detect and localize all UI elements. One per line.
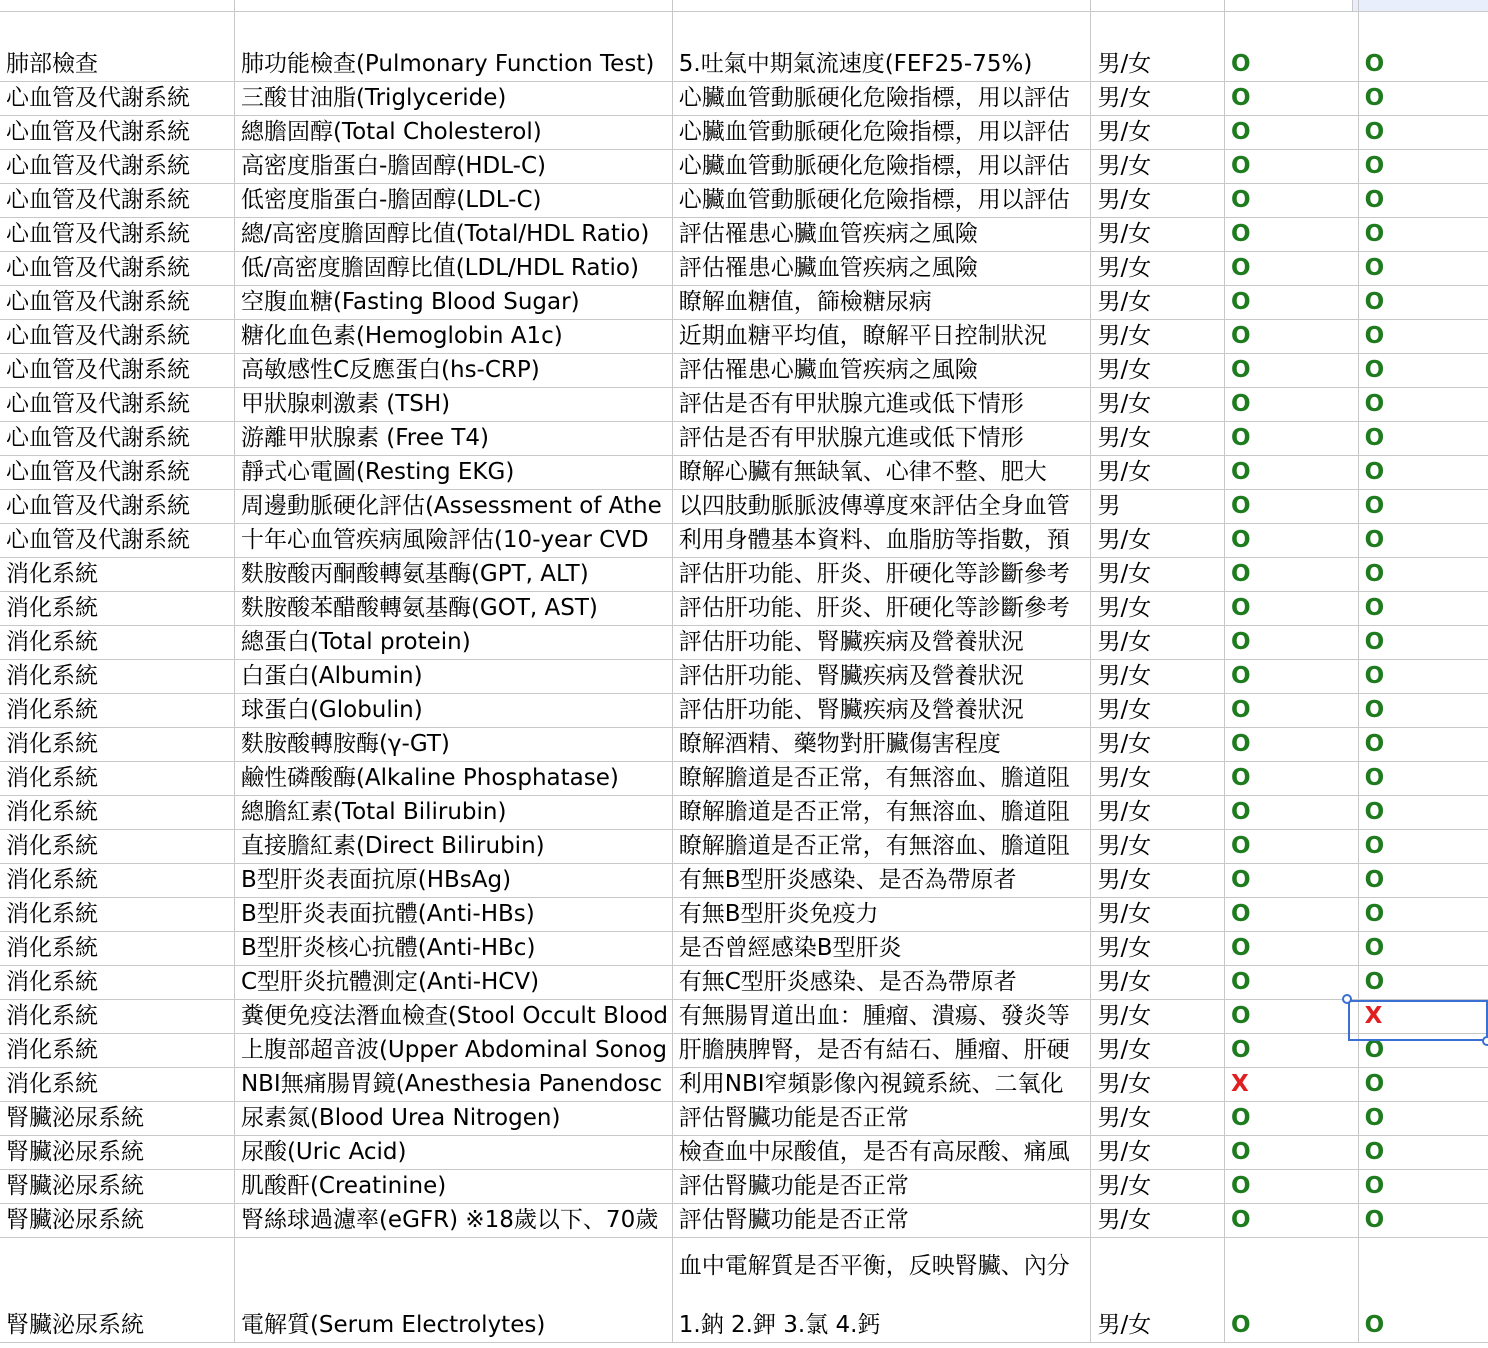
plan1-mark-cell[interactable]: O bbox=[1225, 796, 1359, 830]
gender-cell[interactable]: 男/女 bbox=[1091, 12, 1225, 82]
plan1-mark-cell[interactable]: O bbox=[1225, 728, 1359, 762]
system-cell[interactable]: 心血管及代謝系統 bbox=[0, 524, 234, 558]
table-row bbox=[0, 796, 1488, 830]
plan2-mark-cell[interactable]: O bbox=[1358, 252, 1488, 286]
plan2-mark-cell[interactable]: O bbox=[1358, 524, 1488, 558]
plan1-mark-cell[interactable]: O bbox=[1225, 12, 1359, 82]
plan1-mark-cell[interactable]: O bbox=[1225, 660, 1359, 694]
description-cell[interactable]: 評估是否有甲狀腺亢進或低下情形 bbox=[672, 422, 1091, 456]
plan1-mark-cell[interactable]: O bbox=[1225, 1102, 1359, 1136]
gender-cell[interactable]: 男/女 bbox=[1091, 456, 1225, 490]
item-cell[interactable]: 周邊動脈硬化評估(Assessment of Athe bbox=[234, 490, 672, 524]
item-cell[interactable]: 總蛋白(Total protein) bbox=[234, 626, 672, 660]
item-cell[interactable]: B型肝炎表面抗原(HBsAg) bbox=[234, 864, 672, 898]
gender-cell[interactable]: 男/女 bbox=[1091, 218, 1225, 252]
table-row bbox=[0, 728, 1488, 762]
system-cell[interactable]: 肺部檢查 bbox=[0, 12, 234, 82]
gender-cell[interactable]: 男/女 bbox=[1091, 82, 1225, 116]
table-row bbox=[0, 218, 1488, 252]
table-row bbox=[0, 1170, 1488, 1204]
system-cell[interactable]: 消化系統 bbox=[0, 1068, 234, 1102]
plan1-mark-cell[interactable]: O bbox=[1225, 694, 1359, 728]
gender-cell[interactable]: 男/女 bbox=[1091, 388, 1225, 422]
table-row bbox=[0, 184, 1488, 218]
item-cell[interactable]: 麩胺酸轉胺酶(γ-GT) bbox=[234, 728, 672, 762]
description-cell[interactable]: 利用身體基本資料、血脂肪等指數，預 bbox=[672, 524, 1091, 558]
system-cell[interactable]: 消化系統 bbox=[0, 1034, 234, 1068]
description-cell[interactable]: 有無B型肝炎免疫力 bbox=[672, 898, 1091, 932]
plan1-mark-cell[interactable]: O bbox=[1225, 1000, 1359, 1034]
plan1-mark-cell[interactable]: O bbox=[1225, 116, 1359, 150]
gender-cell[interactable]: 男/女 bbox=[1091, 898, 1225, 932]
item-cell[interactable]: 高敏感性C反應蛋白(hs-CRP) bbox=[234, 354, 672, 388]
cell[interactable] bbox=[672, 0, 1091, 12]
system-cell[interactable]: 消化系統 bbox=[0, 864, 234, 898]
plan2-mark-cell[interactable]: O bbox=[1358, 626, 1488, 660]
description-line-2: 1.鈉 2.鉀 3.氯 4.鈣 bbox=[678, 1312, 881, 1338]
plan2-mark-cell[interactable]: O bbox=[1358, 116, 1488, 150]
gender-cell[interactable]: 男/女 bbox=[1091, 252, 1225, 286]
plan2-mark-cell[interactable]: O bbox=[1358, 422, 1488, 456]
plan1-mark-cell[interactable]: O bbox=[1225, 150, 1359, 184]
plan2-mark-cell[interactable]: O bbox=[1358, 592, 1488, 626]
description-cell[interactable]: 瞭解酒精、藥物對肝臟傷害程度 bbox=[672, 728, 1091, 762]
system-cell[interactable]: 心血管及代謝系統 bbox=[0, 320, 234, 354]
system-cell[interactable]: 心血管及代謝系統 bbox=[0, 218, 234, 252]
table-row bbox=[0, 660, 1488, 694]
item-cell[interactable]: 肺功能檢查(Pulmonary Function Test) bbox=[234, 12, 672, 82]
plan2-mark-cell[interactable]: O bbox=[1358, 898, 1488, 932]
description-line-1: 血中電解質是否平衡，反映腎臟、內分 bbox=[678, 1253, 1070, 1279]
item-cell[interactable]: 球蛋白(Globulin) bbox=[234, 694, 672, 728]
plan1-mark-cell[interactable]: O bbox=[1225, 1136, 1359, 1170]
plan2-mark-cell[interactable]: O bbox=[1358, 150, 1488, 184]
description-cell[interactable]: 心臟血管動脈硬化危險指標，用以評估 bbox=[672, 150, 1091, 184]
system-cell[interactable]: 消化系統 bbox=[0, 558, 234, 592]
table-row bbox=[0, 898, 1488, 932]
gender-cell[interactable]: 男/女 bbox=[1091, 966, 1225, 1000]
system-cell[interactable]: 消化系統 bbox=[0, 966, 234, 1000]
plan2-mark-cell[interactable]: O bbox=[1358, 82, 1488, 116]
gender-cell[interactable]: 男/女 bbox=[1091, 286, 1225, 320]
plan2-mark-cell[interactable]: O bbox=[1358, 932, 1488, 966]
item-cell[interactable]: 低/高密度膽固醇比值(LDL/HDL Ratio) bbox=[234, 252, 672, 286]
description-cell[interactable]: 以四肢動脈脈波傳導度來評估全身血管 bbox=[672, 490, 1091, 524]
plan2-mark-cell[interactable]: O bbox=[1358, 184, 1488, 218]
system-cell[interactable]: 心血管及代謝系統 bbox=[0, 184, 234, 218]
plan1-mark-cell[interactable]: O bbox=[1225, 1034, 1359, 1068]
system-cell[interactable]: 消化系統 bbox=[0, 796, 234, 830]
plan2-mark-cell[interactable]: O bbox=[1358, 1204, 1488, 1238]
gender-cell[interactable]: 男/女 bbox=[1091, 116, 1225, 150]
description-cell[interactable]: 評估腎臟功能是否正常 bbox=[672, 1102, 1091, 1136]
plan2-mark-cell[interactable]: O bbox=[1358, 490, 1488, 524]
description-cell[interactable]: 評估肝功能、腎臟疾病及營養狀況 bbox=[672, 660, 1091, 694]
system-cell[interactable]: 心血管及代謝系統 bbox=[0, 150, 234, 184]
table-row bbox=[0, 286, 1488, 320]
plan1-mark-cell[interactable]: O bbox=[1225, 1238, 1359, 1343]
table-row bbox=[0, 626, 1488, 660]
plan1-mark-cell[interactable]: O bbox=[1225, 626, 1359, 660]
system-cell[interactable]: 心血管及代謝系統 bbox=[0, 388, 234, 422]
plan2-mark-cell[interactable]: O bbox=[1358, 354, 1488, 388]
gender-cell[interactable]: 男/女 bbox=[1091, 524, 1225, 558]
item-cell[interactable]: 尿酸(Uric Acid) bbox=[234, 1136, 672, 1170]
item-cell[interactable]: 麩胺酸苯醋酸轉氨基酶(GOT, AST) bbox=[234, 592, 672, 626]
item-cell[interactable]: 上腹部超音波(Upper Abdominal Sonog bbox=[234, 1034, 672, 1068]
table-row bbox=[0, 1204, 1488, 1238]
table-row bbox=[0, 354, 1488, 388]
system-cell[interactable]: 心血管及代謝系統 bbox=[0, 354, 234, 388]
plan2-mark-cell[interactable]: O bbox=[1358, 1102, 1488, 1136]
description-cell[interactable]: 瞭解膽道是否正常，有無溶血、膽道阻 bbox=[672, 796, 1091, 830]
system-cell[interactable]: 心血管及代謝系統 bbox=[0, 116, 234, 150]
gender-cell[interactable]: 男/女 bbox=[1091, 422, 1225, 456]
system-cell[interactable]: 心血管及代謝系統 bbox=[0, 286, 234, 320]
table-row bbox=[0, 762, 1488, 796]
gender-cell[interactable]: 男/女 bbox=[1091, 728, 1225, 762]
item-cell[interactable]: 白蛋白(Albumin) bbox=[234, 660, 672, 694]
item-cell[interactable]: 尿素氮(Blood Urea Nitrogen) bbox=[234, 1102, 672, 1136]
description-cell[interactable]: 是否曾經感染B型肝炎 bbox=[672, 932, 1091, 966]
gender-cell[interactable]: 男/女 bbox=[1091, 1068, 1225, 1102]
plan2-mark-cell[interactable]: O bbox=[1358, 796, 1488, 830]
plan1-mark-cell[interactable]: O bbox=[1225, 456, 1359, 490]
item-cell[interactable]: 游離甲狀腺素 (Free T4) bbox=[234, 422, 672, 456]
plan1-mark-cell[interactable]: O bbox=[1225, 218, 1359, 252]
gender-cell[interactable]: 男/女 bbox=[1091, 320, 1225, 354]
plan1-mark-cell[interactable]: O bbox=[1225, 82, 1359, 116]
plan1-mark-cell[interactable]: O bbox=[1225, 558, 1359, 592]
description-cell[interactable]: 評估罹患心臟血管疾病之風險 bbox=[672, 252, 1091, 286]
gender-cell[interactable]: 男/女 bbox=[1091, 830, 1225, 864]
item-cell[interactable]: 總/高密度膽固醇比值(Total/HDL Ratio) bbox=[234, 218, 672, 252]
table-row bbox=[0, 864, 1488, 898]
plan2-mark-cell[interactable]: O bbox=[1358, 12, 1488, 82]
description-cell[interactable]: 瞭解心臟有無缺氧、心律不整、肥大 bbox=[672, 456, 1091, 490]
table-row bbox=[0, 82, 1488, 116]
gender-cell[interactable]: 男/女 bbox=[1091, 626, 1225, 660]
cell[interactable] bbox=[1358, 0, 1488, 12]
plan2-mark-cell[interactable]: O bbox=[1358, 388, 1488, 422]
plan2-mark-cell[interactable]: O bbox=[1358, 1170, 1488, 1204]
gender-cell[interactable]: 男/女 bbox=[1091, 932, 1225, 966]
description-cell[interactable]: 心臟血管動脈硬化危險指標，用以評估 bbox=[672, 184, 1091, 218]
table-row bbox=[0, 1068, 1488, 1102]
selection-handle-bottom-right[interactable] bbox=[1482, 1036, 1488, 1046]
item-cell[interactable]: B型肝炎核心抗體(Anti-HBc) bbox=[234, 932, 672, 966]
plan2-mark-cell[interactable]: O bbox=[1358, 694, 1488, 728]
system-cell[interactable]: 消化系統 bbox=[0, 694, 234, 728]
plan1-mark-cell[interactable]: X bbox=[1225, 1068, 1359, 1102]
gender-cell[interactable]: 男/女 bbox=[1091, 150, 1225, 184]
plan2-mark-cell[interactable]: O bbox=[1358, 1136, 1488, 1170]
table-row bbox=[0, 1238, 1488, 1343]
gender-cell[interactable]: 男/女 bbox=[1091, 592, 1225, 626]
plan1-mark-cell[interactable]: O bbox=[1225, 388, 1359, 422]
plan2-mark-cell[interactable]: O bbox=[1358, 864, 1488, 898]
item-cell[interactable]: 直接膽紅素(Direct Bilirubin) bbox=[234, 830, 672, 864]
item-cell[interactable]: 甲狀腺刺激素 (TSH) bbox=[234, 388, 672, 422]
description-cell[interactable]: 評估腎臟功能是否正常 bbox=[672, 1170, 1091, 1204]
item-cell[interactable]: 低密度脂蛋白-膽固醇(LDL-C) bbox=[234, 184, 672, 218]
gender-cell[interactable]: 男/女 bbox=[1091, 796, 1225, 830]
plan1-mark-cell[interactable]: O bbox=[1225, 864, 1359, 898]
item-cell[interactable]: 鹼性磷酸酶(Alkaline Phosphatase) bbox=[234, 762, 672, 796]
plan2-mark-cell[interactable]: O bbox=[1358, 286, 1488, 320]
table-row bbox=[0, 490, 1488, 524]
plan1-mark-cell[interactable]: O bbox=[1225, 898, 1359, 932]
selection-handle-top-left[interactable] bbox=[1342, 994, 1352, 1004]
plan1-mark-cell[interactable]: O bbox=[1225, 320, 1359, 354]
description-cell[interactable]: 評估是否有甲狀腺亢進或低下情形 bbox=[672, 388, 1091, 422]
description-cell[interactable]: 利用NBI窄頻影像內視鏡系統、二氧化 bbox=[672, 1068, 1091, 1102]
system-cell[interactable]: 消化系統 bbox=[0, 660, 234, 694]
table-row bbox=[0, 150, 1488, 184]
system-cell[interactable]: 消化系統 bbox=[0, 762, 234, 796]
table-row bbox=[0, 1102, 1488, 1136]
gender-cell[interactable]: 男/女 bbox=[1091, 864, 1225, 898]
system-cell[interactable]: 消化系統 bbox=[0, 830, 234, 864]
item-cell[interactable]: 靜式心電圖(Resting EKG) bbox=[234, 456, 672, 490]
gender-cell[interactable]: 男/女 bbox=[1091, 762, 1225, 796]
system-cell[interactable]: 消化系統 bbox=[0, 1000, 234, 1034]
system-cell[interactable]: 腎臟泌尿系統 bbox=[0, 1238, 234, 1343]
cell[interactable] bbox=[234, 0, 672, 12]
table-row bbox=[0, 558, 1488, 592]
description-cell[interactable]: 有無腸胃道出血：腫瘤、潰瘍、發炎等 bbox=[672, 1000, 1091, 1034]
cell[interactable] bbox=[0, 0, 234, 12]
partial-top-row bbox=[0, 0, 1488, 12]
description-cell[interactable]: 瞭解膽道是否正常，有無溶血、膽道阻 bbox=[672, 762, 1091, 796]
system-cell[interactable]: 消化系統 bbox=[0, 932, 234, 966]
system-cell[interactable]: 心血管及代謝系統 bbox=[0, 456, 234, 490]
item-cell[interactable]: 肌酸酐(Creatinine) bbox=[234, 1170, 672, 1204]
description-cell[interactable]: 評估肝功能、腎臟疾病及營養狀況 bbox=[672, 626, 1091, 660]
plan2-mark-cell[interactable]: O bbox=[1358, 1238, 1488, 1343]
plan1-mark-cell[interactable]: O bbox=[1225, 932, 1359, 966]
system-cell[interactable]: 消化系統 bbox=[0, 898, 234, 932]
plan1-mark-cell[interactable]: O bbox=[1225, 252, 1359, 286]
description-cell[interactable] bbox=[672, 1238, 1091, 1343]
item-cell[interactable]: 高密度脂蛋白-膽固醇(HDL-C) bbox=[234, 150, 672, 184]
plan2-mark-cell[interactable]: X bbox=[1358, 1000, 1488, 1034]
plan1-mark-cell[interactable]: O bbox=[1225, 184, 1359, 218]
plan1-mark-cell[interactable]: O bbox=[1225, 422, 1359, 456]
plan1-mark-cell[interactable]: O bbox=[1225, 286, 1359, 320]
plan1-mark-cell[interactable]: O bbox=[1225, 830, 1359, 864]
gender-cell[interactable]: 男/女 bbox=[1091, 1136, 1225, 1170]
cell[interactable] bbox=[1091, 0, 1225, 12]
system-cell[interactable]: 心血管及代謝系統 bbox=[0, 252, 234, 286]
description-cell[interactable]: 評估罹患心臟血管疾病之風險 bbox=[672, 218, 1091, 252]
plan2-mark-cell[interactable]: O bbox=[1358, 1034, 1488, 1068]
system-cell[interactable]: 腎臟泌尿系統 bbox=[0, 1102, 234, 1136]
description-cell[interactable]: 評估肝功能、腎臟疾病及營養狀況 bbox=[672, 694, 1091, 728]
table-row bbox=[0, 1034, 1488, 1068]
item-cell[interactable]: C型肝炎抗體測定(Anti-HCV) bbox=[234, 966, 672, 1000]
description-cell[interactable]: 評估罹患心臟血管疾病之風險 bbox=[672, 354, 1091, 388]
description-cell[interactable]: 有無B型肝炎感染、是否為帶原者 bbox=[672, 864, 1091, 898]
item-cell[interactable]: 三酸甘油脂(Triglyceride) bbox=[234, 82, 672, 116]
system-cell[interactable]: 心血管及代謝系統 bbox=[0, 490, 234, 524]
gender-cell[interactable]: 男/女 bbox=[1091, 1204, 1225, 1238]
table-row bbox=[0, 524, 1488, 558]
table-row bbox=[0, 1136, 1488, 1170]
plan1-mark-cell[interactable]: O bbox=[1225, 354, 1359, 388]
plan1-mark-cell[interactable]: O bbox=[1225, 1170, 1359, 1204]
item-cell[interactable]: 電解質(Serum Electrolytes) bbox=[234, 1238, 672, 1343]
table-row bbox=[0, 320, 1488, 354]
gender-cell[interactable]: 男/女 bbox=[1091, 1238, 1225, 1343]
system-cell[interactable]: 腎臟泌尿系統 bbox=[0, 1204, 234, 1238]
item-cell[interactable]: 糖化血色素(Hemoglobin A1c) bbox=[234, 320, 672, 354]
gender-cell[interactable]: 男/女 bbox=[1091, 558, 1225, 592]
plan2-mark-cell[interactable]: O bbox=[1358, 320, 1488, 354]
system-cell[interactable]: 消化系統 bbox=[0, 728, 234, 762]
plan2-mark-cell[interactable]: O bbox=[1358, 218, 1488, 252]
cell[interactable] bbox=[1225, 0, 1359, 12]
description-cell[interactable]: 評估肝功能、肝炎、肝硬化等診斷參考 bbox=[672, 558, 1091, 592]
item-cell[interactable]: 腎絲球過濾率(eGFR) ※18歲以下、70歲 bbox=[234, 1204, 672, 1238]
gender-cell[interactable]: 男/女 bbox=[1091, 1102, 1225, 1136]
gender-cell[interactable]: 男/女 bbox=[1091, 184, 1225, 218]
table-row bbox=[0, 694, 1488, 728]
plan2-mark-cell[interactable]: O bbox=[1358, 762, 1488, 796]
table-row bbox=[0, 116, 1488, 150]
table-row bbox=[0, 252, 1488, 286]
plan1-mark-cell[interactable]: O bbox=[1225, 1204, 1359, 1238]
table-row bbox=[0, 830, 1488, 864]
table-row bbox=[0, 12, 1488, 82]
description-cell[interactable]: 有無C型肝炎感染、是否為帶原者 bbox=[672, 966, 1091, 1000]
plan1-mark-cell[interactable]: O bbox=[1225, 592, 1359, 626]
plan2-mark-cell[interactable]: O bbox=[1358, 660, 1488, 694]
plan1-mark-cell[interactable]: O bbox=[1225, 966, 1359, 1000]
description-cell[interactable]: 心臟血管動脈硬化危險指標，用以評估 bbox=[672, 116, 1091, 150]
gender-cell[interactable]: 男/女 bbox=[1091, 694, 1225, 728]
table-row bbox=[0, 1000, 1488, 1034]
item-cell[interactable]: 十年心血管疾病風險評估(10-year CVD bbox=[234, 524, 672, 558]
table-row bbox=[0, 932, 1488, 966]
description-cell[interactable]: 檢查血中尿酸值，是否有高尿酸、痛風 bbox=[672, 1136, 1091, 1170]
gender-cell[interactable]: 男/女 bbox=[1091, 354, 1225, 388]
gender-cell[interactable]: 男/女 bbox=[1091, 1000, 1225, 1034]
description-cell[interactable]: 肝膽胰脾腎，是否有結石、腫瘤、肝硬 bbox=[672, 1034, 1091, 1068]
plan2-mark-cell[interactable]: O bbox=[1358, 830, 1488, 864]
system-cell[interactable]: 心血管及代謝系統 bbox=[0, 422, 234, 456]
plan2-mark-cell[interactable]: O bbox=[1358, 1068, 1488, 1102]
description-cell[interactable]: 瞭解膽道是否正常，有無溶血、膽道阻 bbox=[672, 830, 1091, 864]
system-cell[interactable]: 消化系統 bbox=[0, 626, 234, 660]
item-cell[interactable]: 總膽紅素(Total Bilirubin) bbox=[234, 796, 672, 830]
description-cell[interactable]: 評估腎臟功能是否正常 bbox=[672, 1204, 1091, 1238]
table-row bbox=[0, 388, 1488, 422]
description-cell[interactable]: 近期血糖平均值，瞭解平日控制狀況 bbox=[672, 320, 1091, 354]
item-cell[interactable]: 空腹血糖(Fasting Blood Sugar) bbox=[234, 286, 672, 320]
description-cell[interactable]: 評估肝功能、肝炎、肝硬化等診斷參考 bbox=[672, 592, 1091, 626]
table-row bbox=[0, 592, 1488, 626]
gender-cell[interactable]: 男/女 bbox=[1091, 1034, 1225, 1068]
system-cell[interactable]: 消化系統 bbox=[0, 592, 234, 626]
system-cell[interactable]: 腎臟泌尿系統 bbox=[0, 1170, 234, 1204]
description-cell[interactable]: 5.吐氣中期氣流速度(FEF25-75%) bbox=[672, 12, 1091, 82]
plan2-mark-cell[interactable]: O bbox=[1358, 966, 1488, 1000]
item-cell[interactable]: 糞便免疫法潛血檢查(Stool Occult Blood bbox=[234, 1000, 672, 1034]
table-row bbox=[0, 422, 1488, 456]
plan1-mark-cell[interactable]: O bbox=[1225, 762, 1359, 796]
plan2-mark-cell[interactable]: O bbox=[1358, 728, 1488, 762]
plan2-mark-cell[interactable]: O bbox=[1358, 558, 1488, 592]
item-cell[interactable]: 麩胺酸丙酮酸轉氨基酶(GPT, ALT) bbox=[234, 558, 672, 592]
table-row bbox=[0, 456, 1488, 490]
gender-cell[interactable]: 男 bbox=[1091, 490, 1225, 524]
gender-cell[interactable]: 男/女 bbox=[1091, 660, 1225, 694]
item-cell[interactable]: 總膽固醇(Total Cholesterol) bbox=[234, 116, 672, 150]
item-cell[interactable]: B型肝炎表面抗體(Anti-HBs) bbox=[234, 898, 672, 932]
plan2-mark-cell[interactable]: O bbox=[1358, 456, 1488, 490]
table-row bbox=[0, 966, 1488, 1000]
plan1-mark-cell[interactable]: O bbox=[1225, 490, 1359, 524]
plan1-mark-cell[interactable]: O bbox=[1225, 524, 1359, 558]
item-cell[interactable]: NBI無痛腸胃鏡(Anesthesia Panendosc bbox=[234, 1068, 672, 1102]
description-cell[interactable]: 瞭解血糖值，篩檢糖尿病 bbox=[672, 286, 1091, 320]
gender-cell[interactable]: 男/女 bbox=[1091, 1170, 1225, 1204]
system-cell[interactable]: 腎臟泌尿系統 bbox=[0, 1136, 234, 1170]
description-cell[interactable]: 心臟血管動脈硬化危險指標，用以評估 bbox=[672, 82, 1091, 116]
system-cell[interactable]: 心血管及代謝系統 bbox=[0, 82, 234, 116]
